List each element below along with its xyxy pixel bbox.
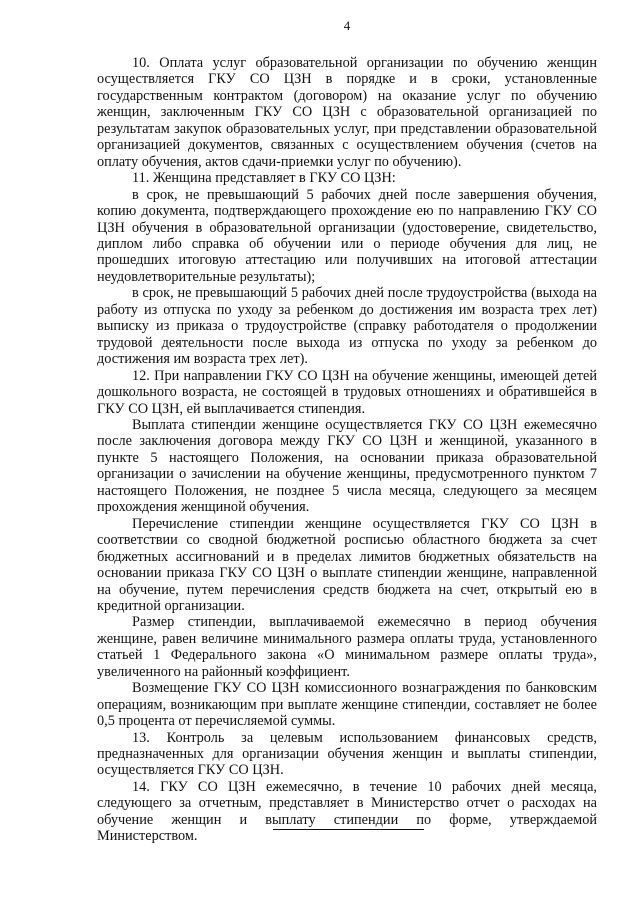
paragraph-commission-refund: Возмещение ГКУ СО ЦЗН комиссионного вознаграждения по банковским операциям, возникающим при выплате женщине стипендии, составляет не более 0,5 процента от перечисляемой суммы. <box>97 680 597 730</box>
document-body <box>97 55 597 845</box>
paragraph-14-monthly-report: 14. ГКУ СО ЦЗН ежемесячно, в течение 10 рабочих дней месяца, следующего за отчетным, представляет в Министерство отчет о расходах на обучение женщин и выплату стипендии по форме, утверждаемой Министерством. <box>97 778 597 845</box>
paragraph-13-control: 13. Контроль за целевым использованием финансовых средств, предназначенных для организации обучения женщин и выплаты стипендии, осуществляется ГКУ СО ЦЗН. <box>97 729 597 779</box>
paragraph-stipend-transfer: Перечисление стипендии женщине осуществляется ГКУ СО ЦЗН в соответствии со сводной бюджетной росписью областного бюджета за счет бюджетных ассигнований и в пределах лимитов бюджетных обязательств на основании приказа ГКУ СО ЦЗН о выплате стипендии женщине, направленной на обучение, путем перечисления средств бюджета на счет, открытый ею в кредитной организации. <box>97 515 597 614</box>
paragraph-12-stipend: 12. При направлении ГКУ СО ЦЗН на обучение женщины, имеющей детей дошкольного возраста, не состоящей в трудовых отношениях и обратившейся в ГКУ СО ЦЗН, ей выплачивается стипендия. <box>97 367 597 417</box>
paragraph-11-training-document: в срок, не превышающий 5 рабочих дней после завершения обучения, копию документа, подтверждающего прохождение ею по направлению ГКУ СО ЦЗН обучения в образовательной организации (удостоверение, свидетельство, диплом либо справка об обучении или о периоде обучения для лиц, не прошедших итоговую аттестацию или получивших на итоговой аттестации неудовлетворительные результаты); <box>97 186 597 285</box>
paragraph-11-employment-extract: в срок, не превышающий 5 рабочих дней после трудоустройства (выхода на работу из отпуска по уходу за ребенком до достижения им возраста трех лет) выписку из приказа о трудоустройстве (справку работодателя о продолжении трудовой деятельности после выхода из отпуска по уходу за ребенком до достижения им возраста трех лет). <box>97 285 597 368</box>
paragraph-stipend-payment-terms: Выплата стипендии женщине осуществляется ГКУ СО ЦЗН ежемесячно после заключения договора между ГКУ СО ЦЗН и женщиной, указанного в пункте 5 настоящего Положения, на основании приказа образовательной организации о зачислении на обучение женщины, предусмотренного пунктом 7 настоящего Положения, не позднее 5 числа месяца, следующего за месяцем прохождения женщиной обучения. <box>97 416 597 516</box>
page-number: 4 <box>343 18 351 33</box>
end-of-document-rule <box>273 829 424 830</box>
paragraph-stipend-amount: Размер стипендии, выплачиваемой ежемесячно в период обучения женщине, равен величине минимального размера оплаты труда, установленного статьей 1 Федерального закона «О минимальном размере оплаты труда», увеличенного на районный коэффициент. <box>97 614 597 680</box>
paragraph-10-payment-for-services: 10. Оплата услуг образовательной организации по обучению женщин осуществляется ГКУ СО ЦЗН в порядке и в сроки, установленные государственным контрактом (договором) на оказание услуг по обучению женщин, заключенным ГКУ СО ЦЗН с образовательной организацией по результатам закупок образовательных услуг, при представлении образовательной организацией документов, связанных с осуществлением обучения (счетов на оплату обучения, актов сдачи-приемки услуг по обучению). <box>97 55 597 170</box>
paragraph-11-heading: 11. Женщина представляет в ГКУ СО ЦЗН: <box>132 170 396 187</box>
